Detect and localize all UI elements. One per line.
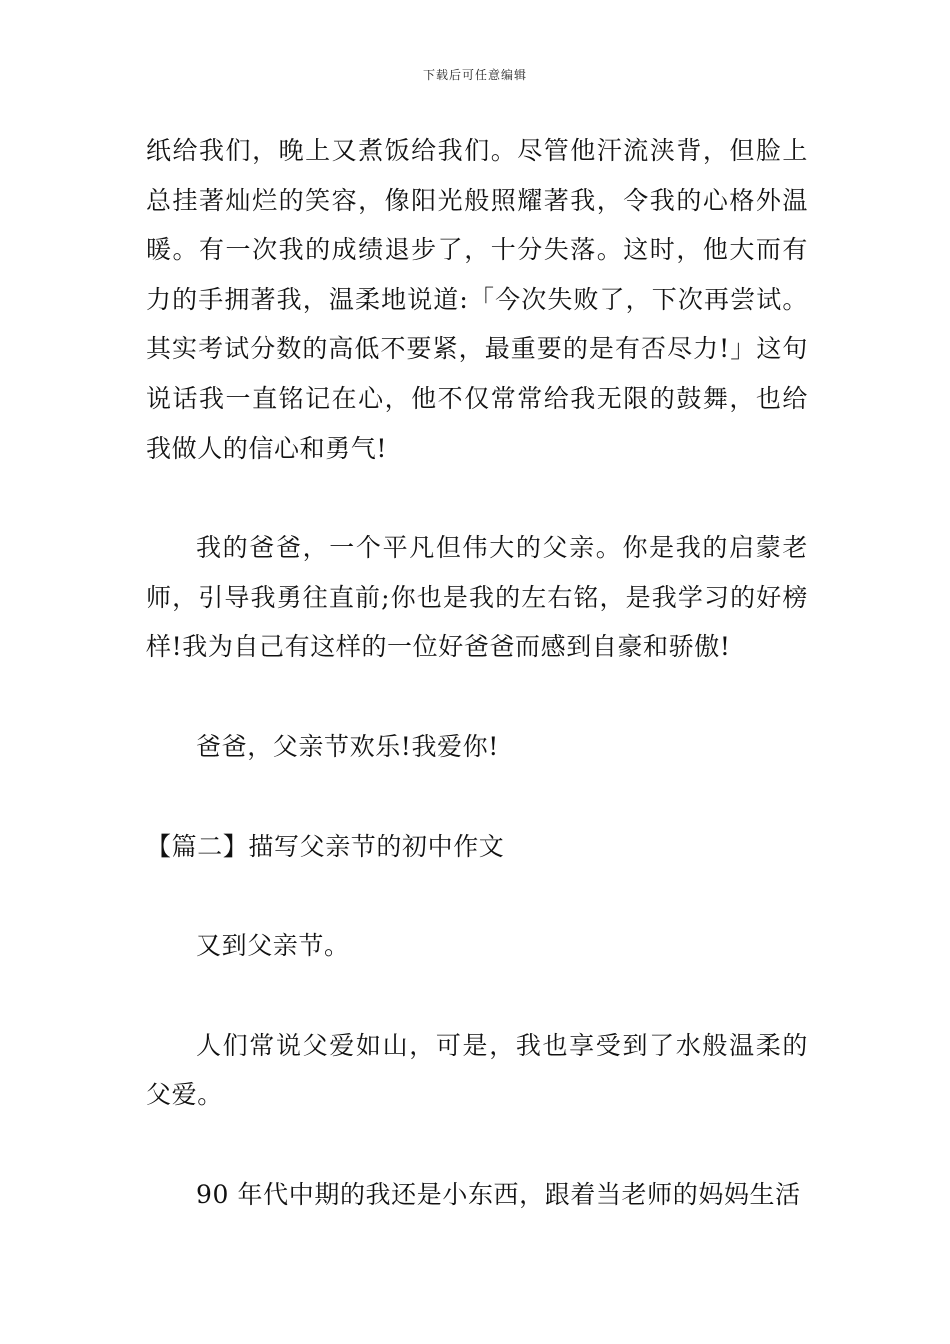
paragraph-2: 我的爸爸，一个平凡但伟大的父亲。你是我的启蒙老师，引导我勇往直前;你也是我的左右铭，是我学习的好榜样!我为自己有这样的一位好爸爸而感到自豪和骄傲! (146, 533, 808, 662)
paragraph-3: 爸爸，父亲节欢乐!我爱你! (196, 731, 499, 761)
section-heading: 【篇二】描写父亲节的初中作文 (146, 831, 505, 861)
paragraph-5: 人们常说父爱如山，可是，我也享受到了水般温柔的父爱。 (146, 1030, 808, 1110)
paragraph-6: 90 年代中期的我还是小东西，跟着当老师的妈妈生活 (196, 1179, 801, 1209)
paragraph-4: 又到父亲节。 (196, 931, 350, 961)
header-note: 下载后可任意编辑 (422, 68, 527, 82)
document-body (146, 126, 808, 1220)
paragraph-1: 纸给我们，晚上又煮饭给我们。尽管他汗流浃背，但脸上总挂著灿烂的笑容，像阳光般照耀著我，令我的心格外温暖。有一次我的成绩退步了，十分失落。这时，他大而有力的手拥著我，温柔地说道:「今次失败了，下次再尝试。其实考试分数的高低不要紧，最重要的是有否尽力!」这句说话我一直铭记在心，他不仅常常给我无限的鼓舞，也给我做人的信心和勇气! (146, 136, 808, 463)
